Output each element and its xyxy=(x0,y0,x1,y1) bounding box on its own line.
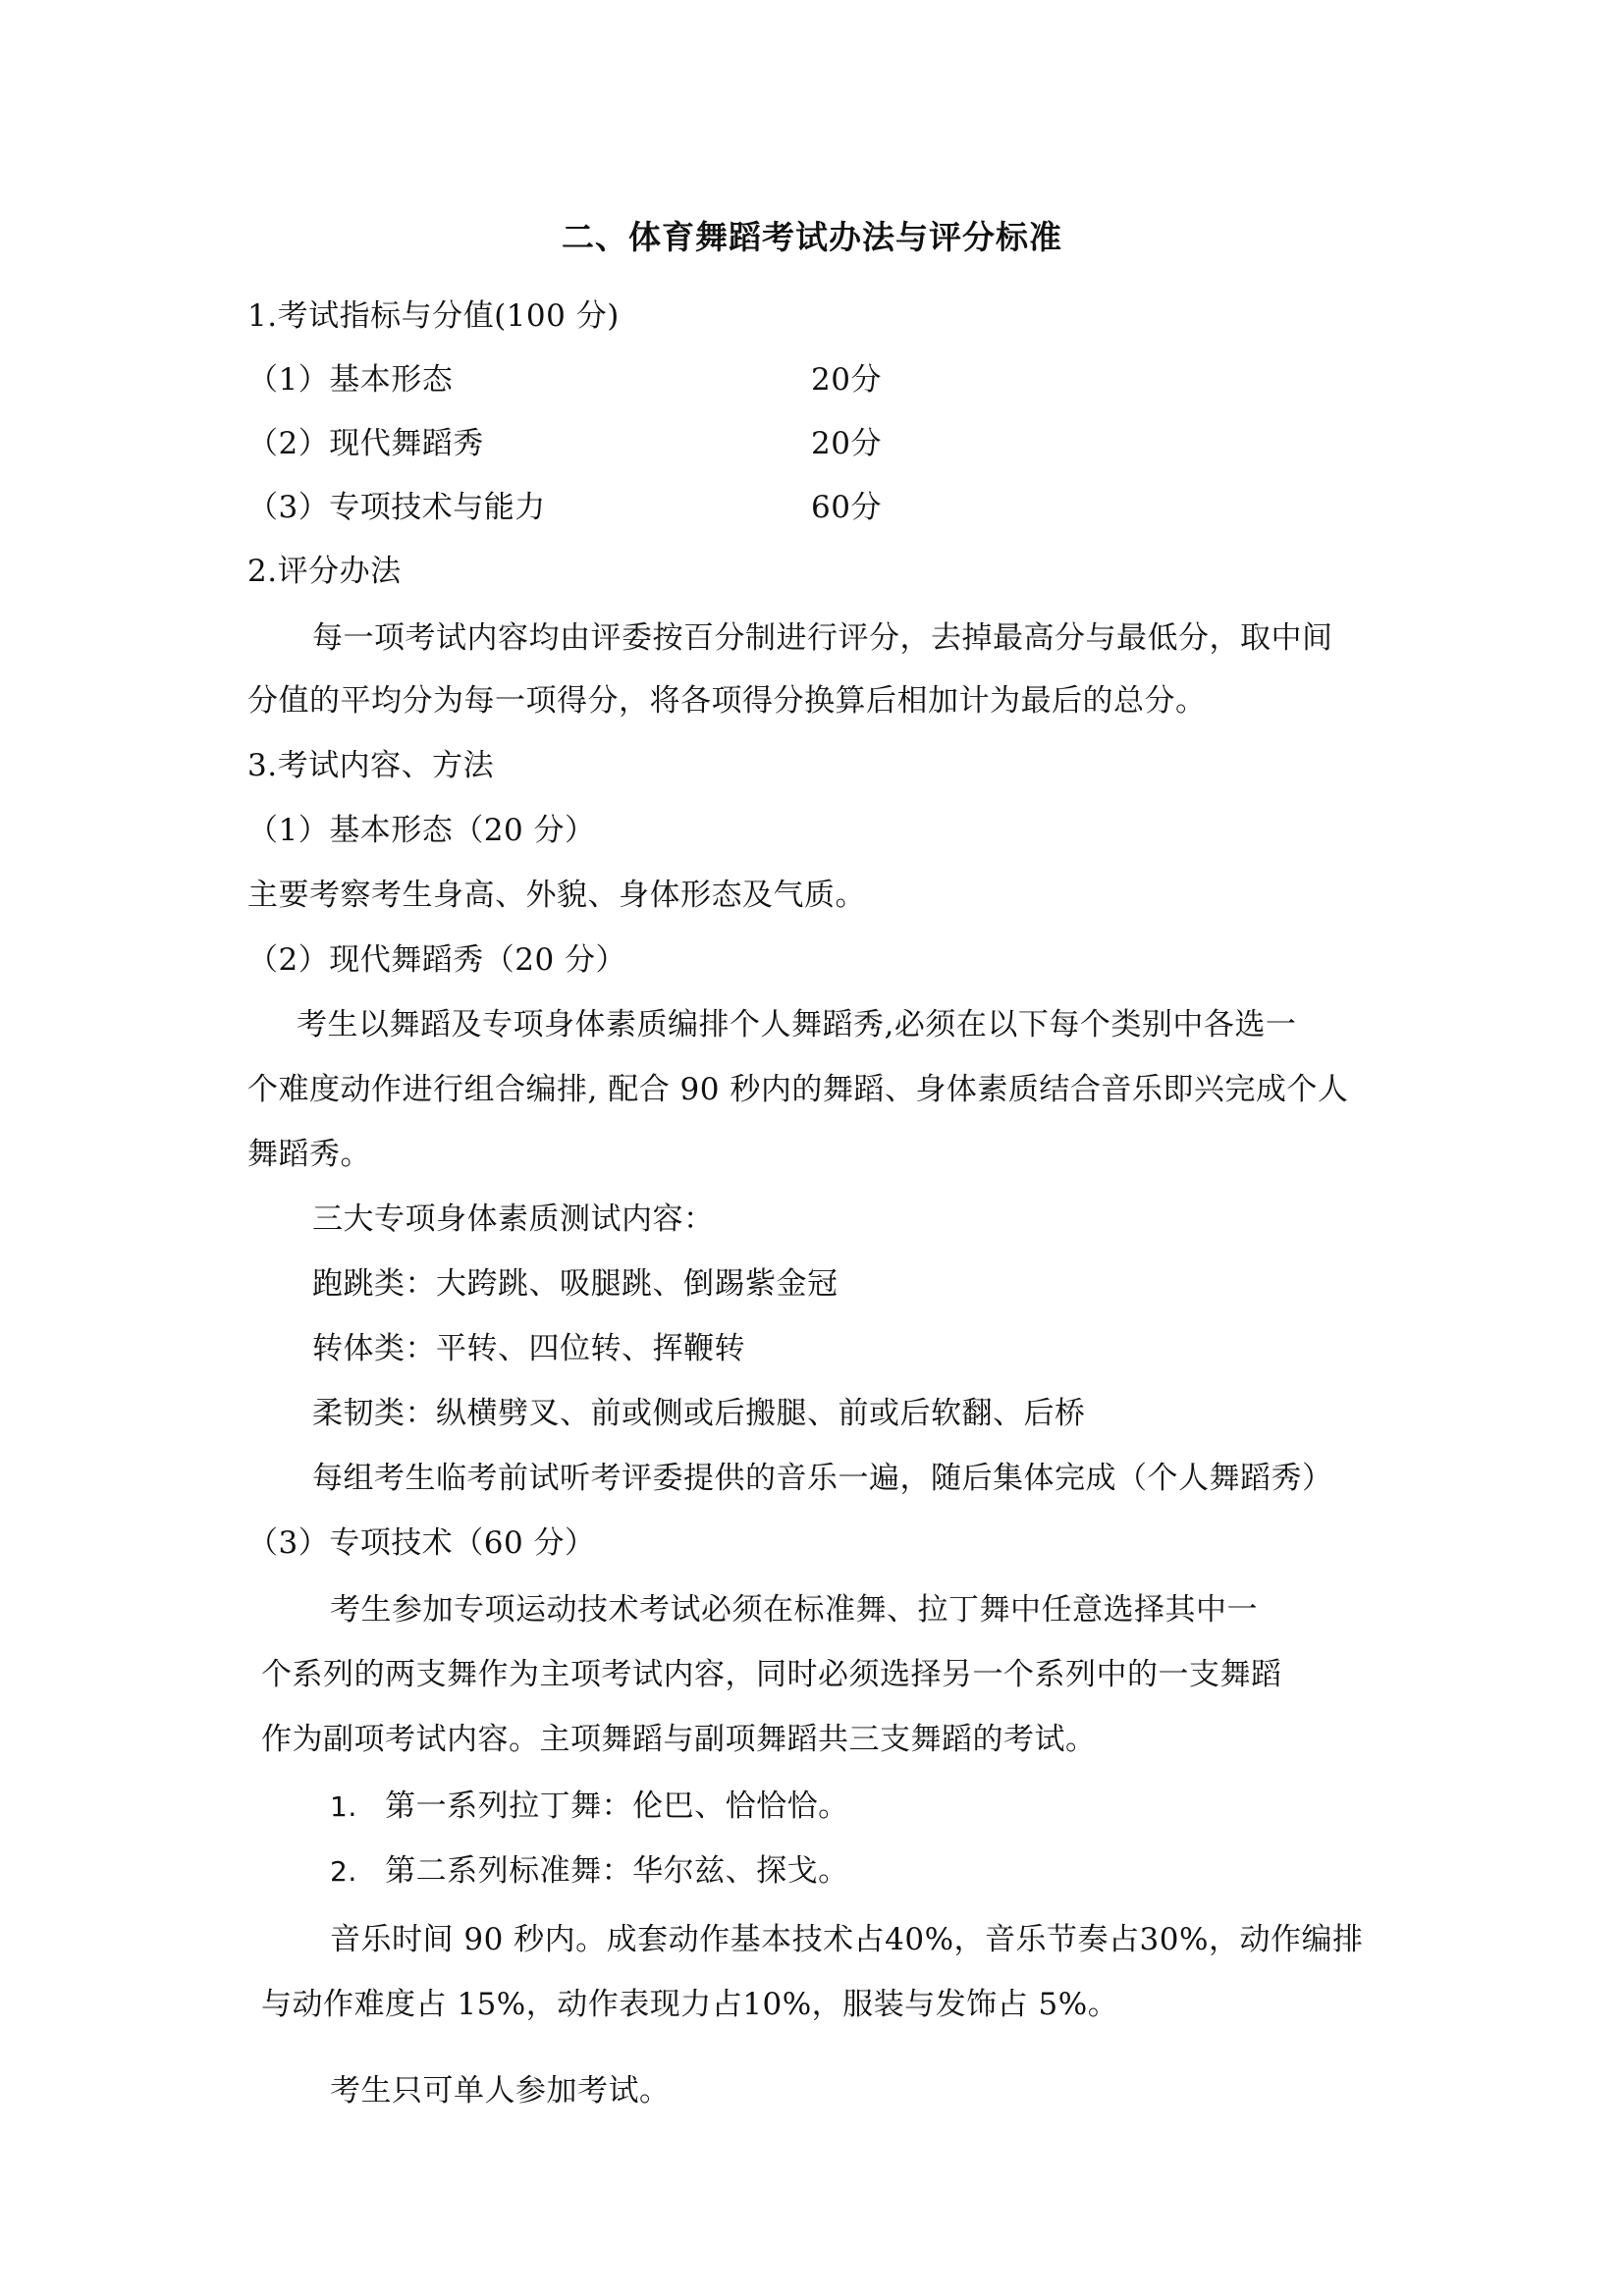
sub2-heading: （2）现代舞蹈秀（20 分） xyxy=(247,942,627,978)
scoring-line2: 与动作难度占 15%，动作表现力占10%，服装与发饰占 5%。 xyxy=(261,1987,1119,2022)
fitness-item-flexibility: 柔韧类：纵横劈叉、前或侧或后搬腿、前或后软翻、后桥 xyxy=(312,1396,1086,1431)
section2-para-line2: 分值的平均分为每一项得分，将各项得分换算后相加计为最后的总分。 xyxy=(247,683,1207,719)
series-item-2 xyxy=(330,1851,849,1892)
score-item-2-value: 20分 xyxy=(811,426,882,461)
series-item-1 xyxy=(330,1787,849,1827)
page-title: 二、体育舞蹈考试办法与评分标准 xyxy=(562,218,1062,256)
fitness-heading: 三大专项身体素质测试内容： xyxy=(312,1201,715,1237)
music-note: 每组考生临考前试听考评委提供的音乐一遍，随后集体完成（个人舞蹈秀） xyxy=(312,1461,1333,1496)
series-item-2-text: 第二系列标准舞：华尔兹、探戈。 xyxy=(385,1853,849,1889)
score-item-3-label: （3）专项技术与能力 xyxy=(247,490,546,525)
sub3-para-line3: 作为副项考试内容。主项舞蹈与副项舞蹈共三支舞蹈的考试。 xyxy=(261,1722,1097,1757)
sub2-para-line1: 考生以舞蹈及专项身体素质编排个人舞蹈秀,必须在以下每个类别中各选一 xyxy=(297,1007,1297,1042)
sub3-para-line2: 个系列的两支舞作为主项考试内容，同时必须选择另一个系列中的一支舞蹈 xyxy=(261,1657,1282,1692)
fitness-item-turn: 转体类：平转、四位转、挥鞭转 xyxy=(312,1331,745,1366)
series-item-1-number: 1. xyxy=(330,1790,357,1823)
scoring-line1: 音乐时间 90 秒内。成套动作基本技术占40%，音乐节奏占30%，动作编排 xyxy=(330,1922,1364,1957)
sub2-para-line2: 个难度动作进行组合编排, 配合 90 秒内的舞蹈、身体素质结合音乐即兴完成个人 xyxy=(247,1072,1349,1107)
section3-heading: 3.考试内容、方法 xyxy=(247,748,495,783)
fitness-item-jump: 跑跳类：大跨跳、吸腿跳、倒踢紫金冠 xyxy=(312,1266,839,1302)
score-item-3-value: 60分 xyxy=(811,490,882,525)
sub3-para-line1: 考生参加专项运动技术考试必须在标准舞、拉丁舞中任意选择其中一 xyxy=(330,1592,1258,1628)
section2-para-line1: 每一项考试内容均由评委按百分制进行评分，去掉最高分与最低分，取中间 xyxy=(312,620,1333,656)
series-item-1-text: 第一系列拉丁舞：伦巴、恰恰恰。 xyxy=(385,1789,849,1824)
score-item-2-label: （2）现代舞蹈秀 xyxy=(247,426,484,461)
final-note: 考生只可单人参加考试。 xyxy=(330,2073,671,2109)
sub1-text: 主要考察考生身高、外貌、身体形态及气质。 xyxy=(247,878,866,913)
score-item-1-value: 20分 xyxy=(811,362,882,398)
section1-heading: 1.考试指标与分值(100 分) xyxy=(247,298,620,334)
sub1-heading: （1）基本形态（20 分） xyxy=(247,813,596,848)
sub2-para-line3: 舞蹈秀。 xyxy=(247,1137,371,1172)
series-item-2-number: 2. xyxy=(330,1855,357,1888)
section2-heading: 2.评分办法 xyxy=(247,554,402,589)
sub3-heading: （3）专项技术（60 分） xyxy=(247,1525,596,1561)
score-item-1-label: （1）基本形态 xyxy=(247,362,454,398)
